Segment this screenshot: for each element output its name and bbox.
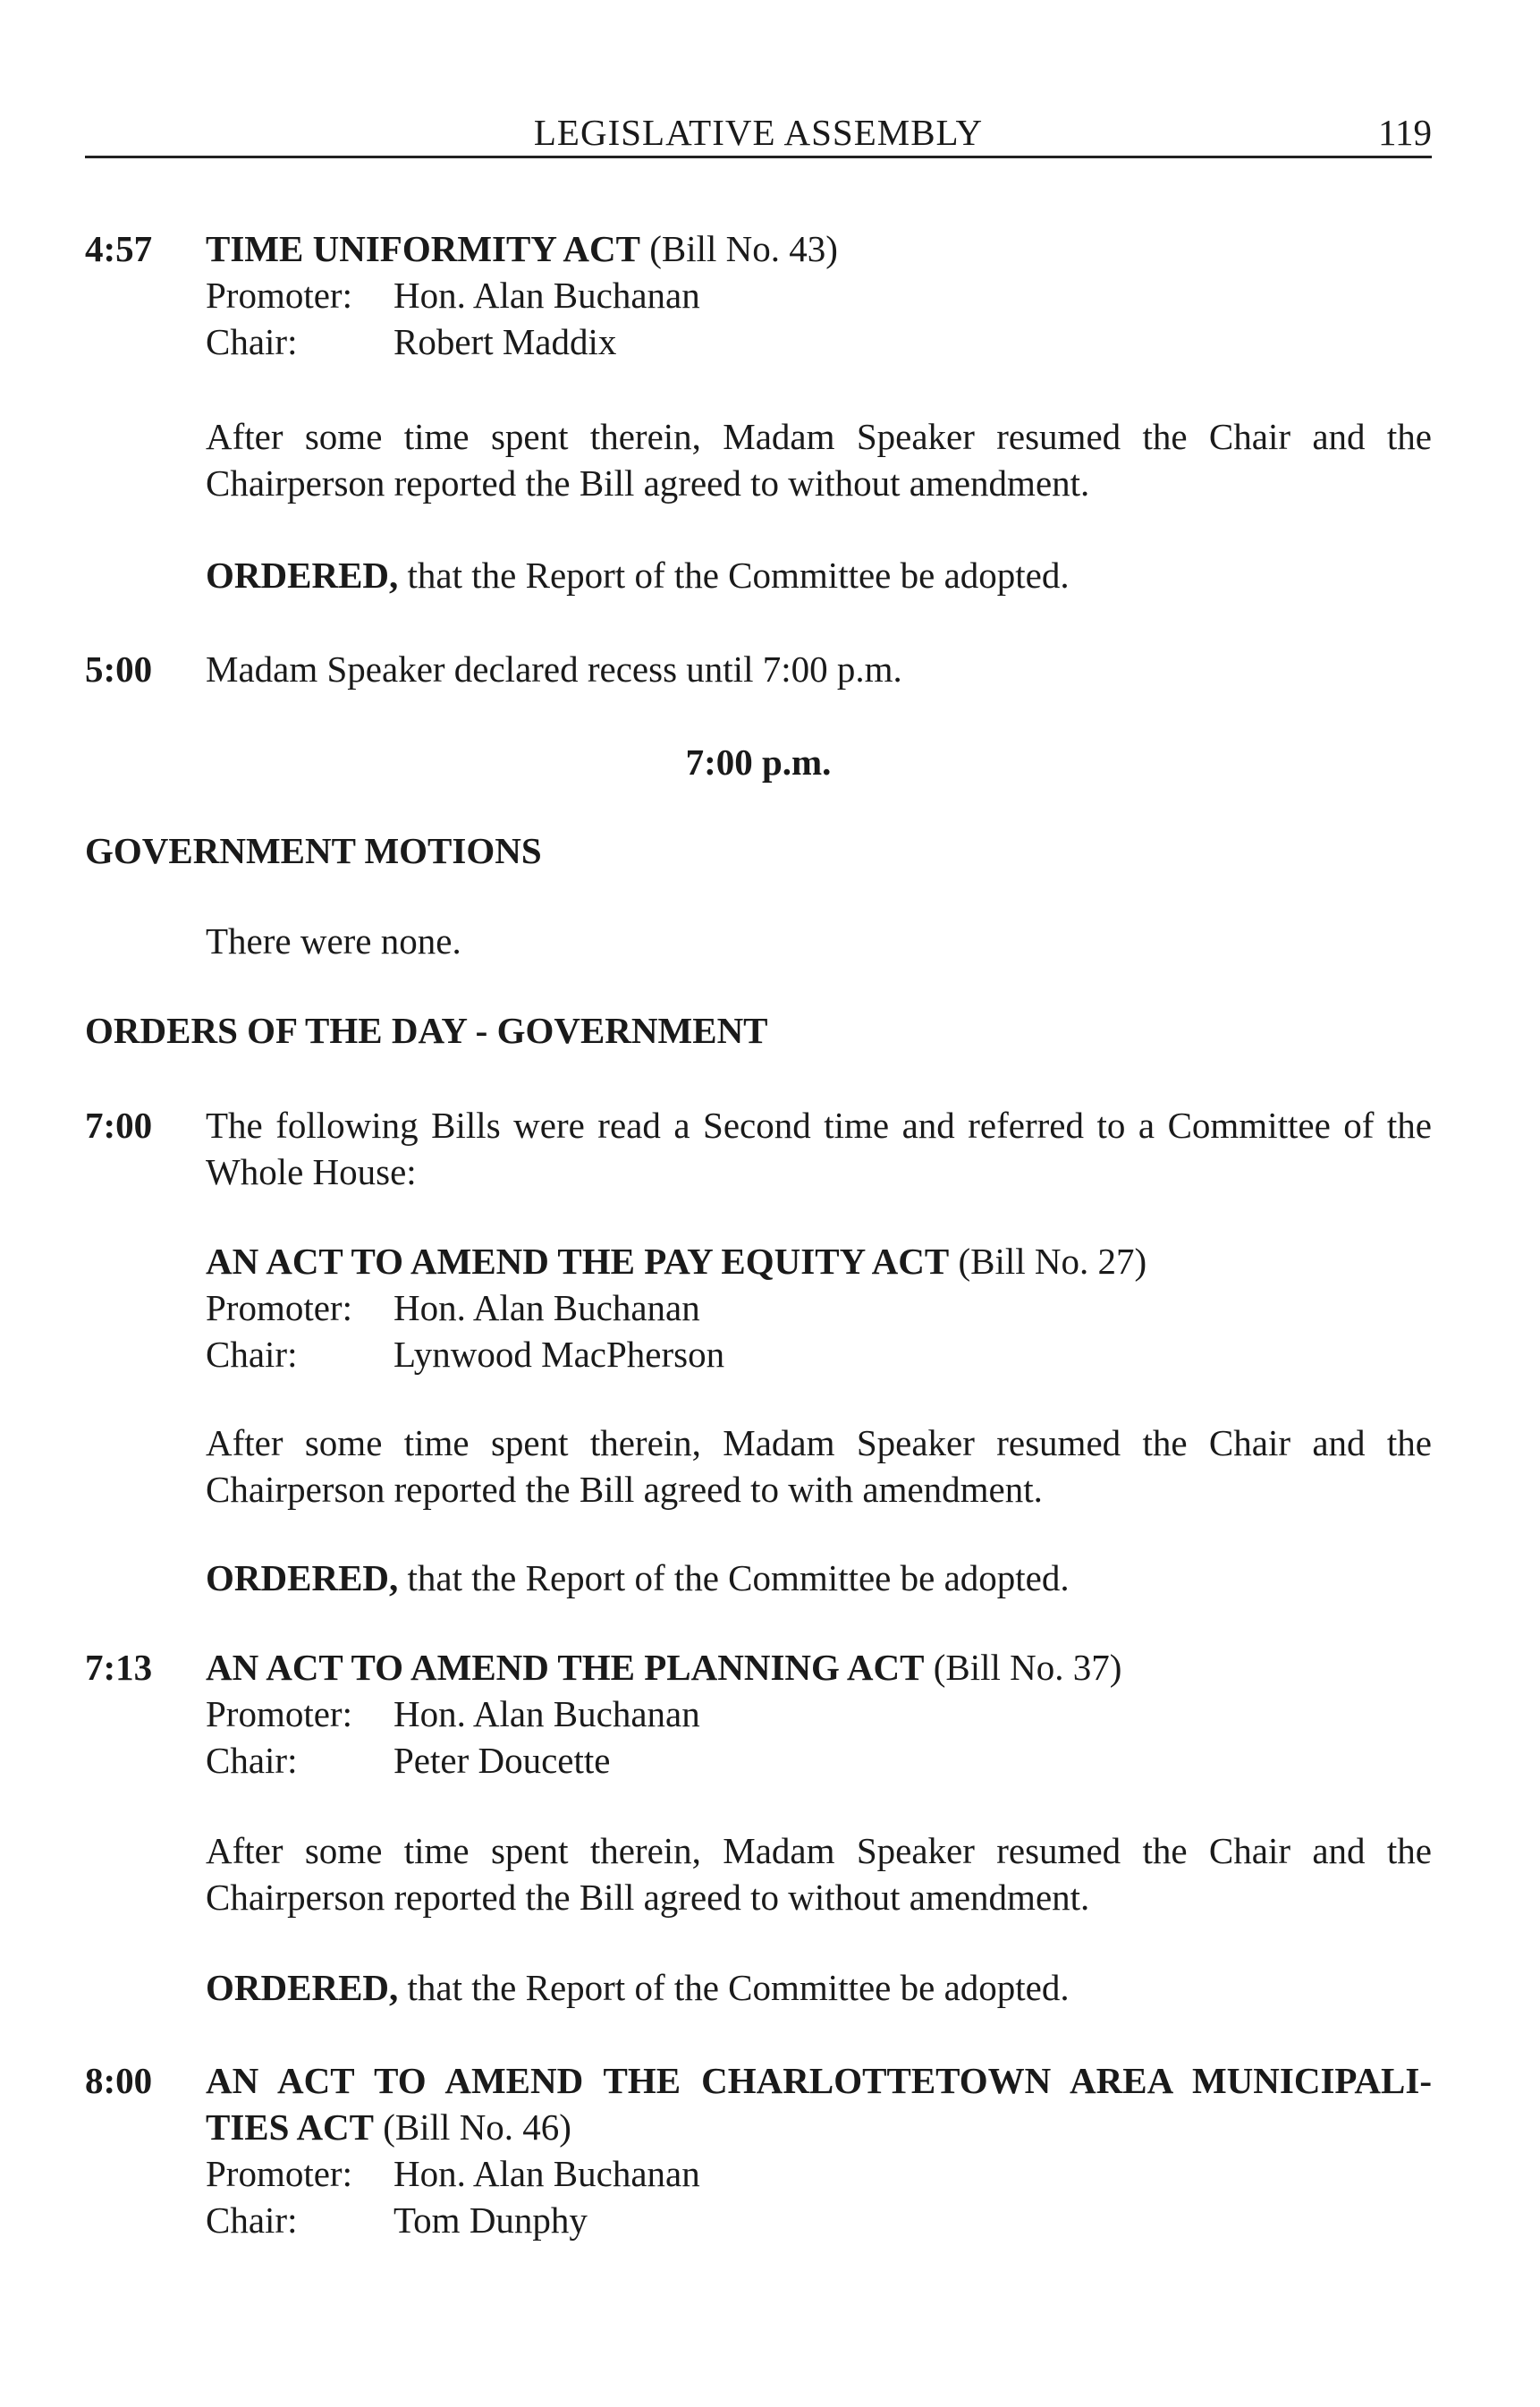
- recess-time: 5:00: [85, 648, 153, 690]
- bill-entry: [206, 225, 1432, 365]
- ordered-text: that the Report of the Committee be adopted.: [398, 555, 1070, 596]
- promoter-line: [206, 1284, 1432, 1331]
- bill-entry: [206, 1644, 1432, 1784]
- bill-title-line: [206, 1238, 1432, 1284]
- chair-name: Tom Dunphy: [393, 2199, 588, 2241]
- ordered-label: ORDERED,: [206, 1557, 399, 1598]
- report-line: Chairperson reported the Bill agreed to with amendment.: [206, 1469, 1043, 1510]
- bill-title-line: [206, 2104, 1432, 2150]
- bill-entry: [206, 1238, 1432, 1377]
- promoter-name: Hon. Alan Buchanan: [393, 2153, 700, 2194]
- second-reading-text: [206, 1102, 1432, 1195]
- bill-title: AN ACT TO AMEND THE PLANNING ACT: [206, 1647, 925, 1688]
- bill-title-line: [206, 225, 1432, 272]
- promoter-label: Promoter:: [206, 275, 352, 316]
- evening-sitting-time: 7:00 p.m.: [685, 742, 832, 783]
- bill-number: (Bill No. 27): [958, 1241, 1147, 1282]
- promoter-line: [206, 1691, 1432, 1737]
- second-reading-line: Whole House:: [206, 1151, 417, 1192]
- committee-report: [206, 1827, 1432, 1920]
- promoter-label: Promoter:: [206, 2153, 352, 2194]
- report-line: Chairperson reported the Bill agreed to without amendment.: [206, 462, 1090, 504]
- entry-time: 7:13: [85, 1647, 153, 1688]
- entry-time: 4:57: [85, 228, 153, 269]
- chair-line: [206, 1737, 1432, 1784]
- report-line: After some time spent therein, Madam Speaker resumed the Chair and the: [206, 1422, 1432, 1463]
- committee-report: [206, 1420, 1432, 1513]
- page-number: 119: [1378, 112, 1432, 153]
- report-line: After some time spent therein, Madam Speaker resumed the Chair and the: [206, 416, 1432, 457]
- ordered-line: [206, 552, 1432, 598]
- ordered-label: ORDERED,: [206, 1967, 399, 2008]
- ordered-text: that the Report of the Committee be adopted.: [398, 1557, 1070, 1598]
- bill-title-continued: TIES ACT: [206, 2106, 375, 2148]
- chair-label: Chair:: [206, 321, 298, 362]
- bill-title: AN ACT TO AMEND THE CHARLOTTETOWN AREA MUNICIPALI-: [206, 2060, 1432, 2101]
- chair-line: [206, 1331, 1432, 1377]
- recess-text: Madam Speaker declared recess until 7:00 p.m.: [206, 648, 902, 690]
- report-line: After some time spent therein, Madam Speaker resumed the Chair and the: [206, 1830, 1432, 1871]
- chair-line: [206, 318, 1432, 365]
- second-reading-line: The following Bills were read a Second time and referred to a Committee of the: [206, 1105, 1432, 1146]
- second-reading-time: 7:00: [85, 1105, 153, 1146]
- chair-line: [206, 2197, 1432, 2243]
- section-heading-government-motions: GOVERNMENT MOTIONS: [85, 830, 542, 871]
- bill-title-line: [206, 1644, 1432, 1691]
- chair-label: Chair:: [206, 1740, 298, 1781]
- promoter-label: Promoter:: [206, 1693, 352, 1734]
- promoter-line: [206, 272, 1432, 318]
- chair-name: Peter Doucette: [393, 1740, 611, 1781]
- ordered-label: ORDERED,: [206, 555, 399, 596]
- promoter-name: Hon. Alan Buchanan: [393, 1287, 700, 1328]
- bill-number: (Bill No. 37): [933, 1647, 1122, 1688]
- page-header: [85, 109, 1432, 158]
- report-line: Chairperson reported the Bill agreed to without amendment.: [206, 1877, 1090, 1918]
- running-title: LEGISLATIVE ASSEMBLY: [533, 112, 984, 153]
- entry-time: 8:00: [85, 2060, 153, 2101]
- chair-name: Robert Maddix: [393, 321, 617, 362]
- ordered-text: that the Report of the Committee be adopted.: [398, 1967, 1070, 2008]
- chair-name: Lynwood MacPherson: [393, 1334, 725, 1375]
- ordered-line: [206, 1964, 1432, 2011]
- bill-title: AN ACT TO AMEND THE PAY EQUITY ACT: [206, 1241, 950, 1282]
- chair-label: Chair:: [206, 2199, 298, 2241]
- promoter-line: [206, 2150, 1432, 2197]
- committee-report: [206, 413, 1432, 506]
- government-motions-text: There were none.: [206, 920, 461, 962]
- bill-title: TIME UNIFORMITY ACT: [206, 228, 640, 269]
- promoter-name: Hon. Alan Buchanan: [393, 1693, 700, 1734]
- promoter-label: Promoter:: [206, 1287, 352, 1328]
- bill-entry: [206, 2057, 1432, 2243]
- ordered-line: [206, 1555, 1432, 1601]
- bill-number: (Bill No. 43): [649, 228, 838, 269]
- promoter-name: Hon. Alan Buchanan: [393, 275, 700, 316]
- chair-label: Chair:: [206, 1334, 298, 1375]
- bill-number: (Bill No. 46): [383, 2106, 571, 2148]
- bill-title-line: [206, 2057, 1432, 2104]
- section-heading-orders-of-the-day: ORDERS OF THE DAY - GOVERNMENT: [85, 1010, 768, 1051]
